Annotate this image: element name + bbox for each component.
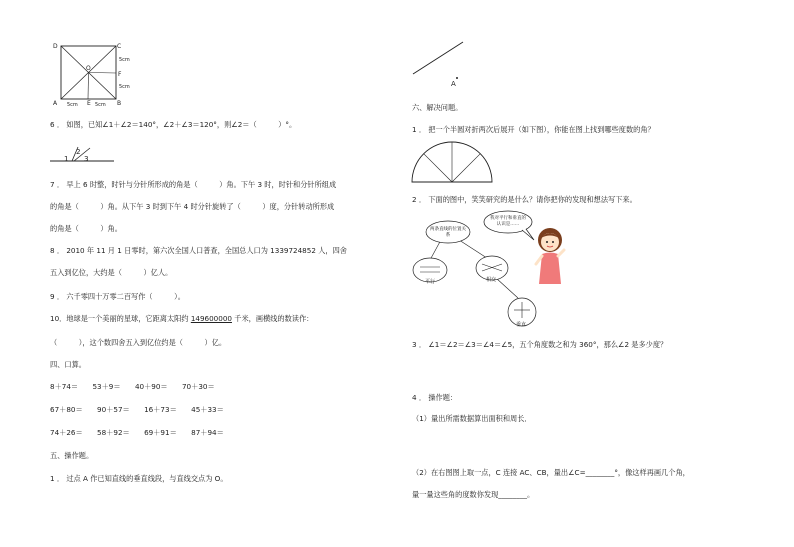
point-f-label: F (118, 71, 122, 78)
question-6-4-title: 4 ． 操作题： (412, 393, 458, 402)
corner-a-label: A (53, 100, 58, 107)
bottom-right-length: 5cm (95, 102, 106, 108)
girl-illustration (530, 224, 570, 286)
speech-bubble-text: 我对平行和垂直的认识是…… (490, 216, 526, 227)
question-6-4-part-2-line-2: 量一量这些角的度数你发现________。 (412, 490, 535, 499)
question-10-suffix: 千米，画横线的数读作： (231, 314, 314, 323)
question-10-line-1 (50, 314, 313, 323)
diagram-perpendicular-label: 垂直 (516, 322, 527, 328)
right-top-length: 5cm (119, 57, 130, 63)
question-6-1: 1 ． 把一个半圆对折两次后展开（如下图），你能在图上找到哪些度数的角？ (412, 125, 655, 134)
question-6-2: 2 ． 下面的图中，笑笑研究的是什么？请你把你的发现和想法写下来。 (412, 195, 637, 204)
oral-row-1: 8＋74＝ 53＋9＝ 40＋90＝ 70＋30＝ (50, 382, 215, 391)
square-figure (50, 40, 140, 110)
question-7-line-2: 的角是（ ）角。从下午 3 时到下午 4 时分针旋转了（ ）度，分针转动所形成 (50, 202, 335, 211)
section-6-title: 六、解决问题。 (412, 103, 463, 112)
section-4-title: 四、口算。 (50, 360, 86, 369)
question-8-line-2: 五入到亿位，大约是（ ）亿人。 (50, 268, 173, 277)
diagram-intersect-label: 相交 (486, 277, 497, 283)
section-5-question-1: 1 ． 过点 A 作已知直线的垂直线段，与直线交点为 O。 (50, 474, 228, 483)
question-6-3: 3 ． ∠1＝∠2＝∠3＝∠4＝∠5，五个角度数之和为 360°，那么∠2 是多少度？ (412, 340, 668, 349)
question-7-line-1: 7 ． 早上 6 时整，时针与分针所形成的角是（ ）角。下午 3 时，时针和分针所组成 (50, 180, 337, 189)
question-6-4-part-2-line-1: （2）在右图图上取一点，C 连接 AC、CB，量出∠C=________°，像这样再画几个角， (412, 468, 690, 477)
corner-d-label: D (53, 43, 58, 50)
diagram-center-label: 两条直线的位置关系 (430, 227, 466, 238)
point-a-label: A (451, 80, 456, 88)
point-e-label: E (87, 100, 91, 107)
line-with-point (408, 38, 468, 88)
question-8-line-1: 8 ． 2010 年 11 月 1 日零时，第六次全国人口普查，全国总人口为 1339724852 人，四舍 (50, 246, 347, 255)
corner-b-label: B (117, 100, 122, 107)
question-6-4-part-1: （1）量出所需数据算出面积和周长． (412, 414, 532, 423)
question-9: 9 ． 六千零四十万零二百写作（ ）。 (50, 292, 185, 301)
semicircle-figure (410, 140, 494, 186)
question-7-line-3: 的角是（ ）角。 (50, 224, 122, 233)
oral-row-3: 74＋26＝ 58＋92＝ 69＋91＝ 87＋94＝ (50, 428, 224, 437)
center-o-label: O (86, 65, 91, 72)
corner-c-label: C (117, 43, 122, 50)
question-6: 6 ． 如图，已知∠1＋∠2＝140°，∠2＋∠3＝120°，则∠2＝（ ）°。 (50, 120, 297, 129)
angle-figure (48, 144, 118, 166)
oral-row-2: 67＋80＝ 90＋57＝ 16＋73＝ 45＋33＝ (50, 405, 224, 414)
bottom-left-length: 5cm (67, 102, 78, 108)
underlined-number: 149600000 (190, 314, 232, 323)
question-10-prefix: 10．地球是一个美丽的星球，它距离太阳约 (50, 314, 191, 323)
angle-3-label: 3 (84, 154, 89, 163)
question-10-line-2: （ ），这个数四舍五入到亿位约是（ ）亿。 (50, 338, 227, 347)
angle-1-label: 1 (64, 154, 69, 163)
right-bottom-length: 5cm (119, 84, 130, 90)
diagram-parallel-label: 平行 (425, 279, 436, 285)
angle-2-label: 2 (76, 147, 81, 156)
section-5-title: 五、操作题。 (50, 451, 94, 460)
